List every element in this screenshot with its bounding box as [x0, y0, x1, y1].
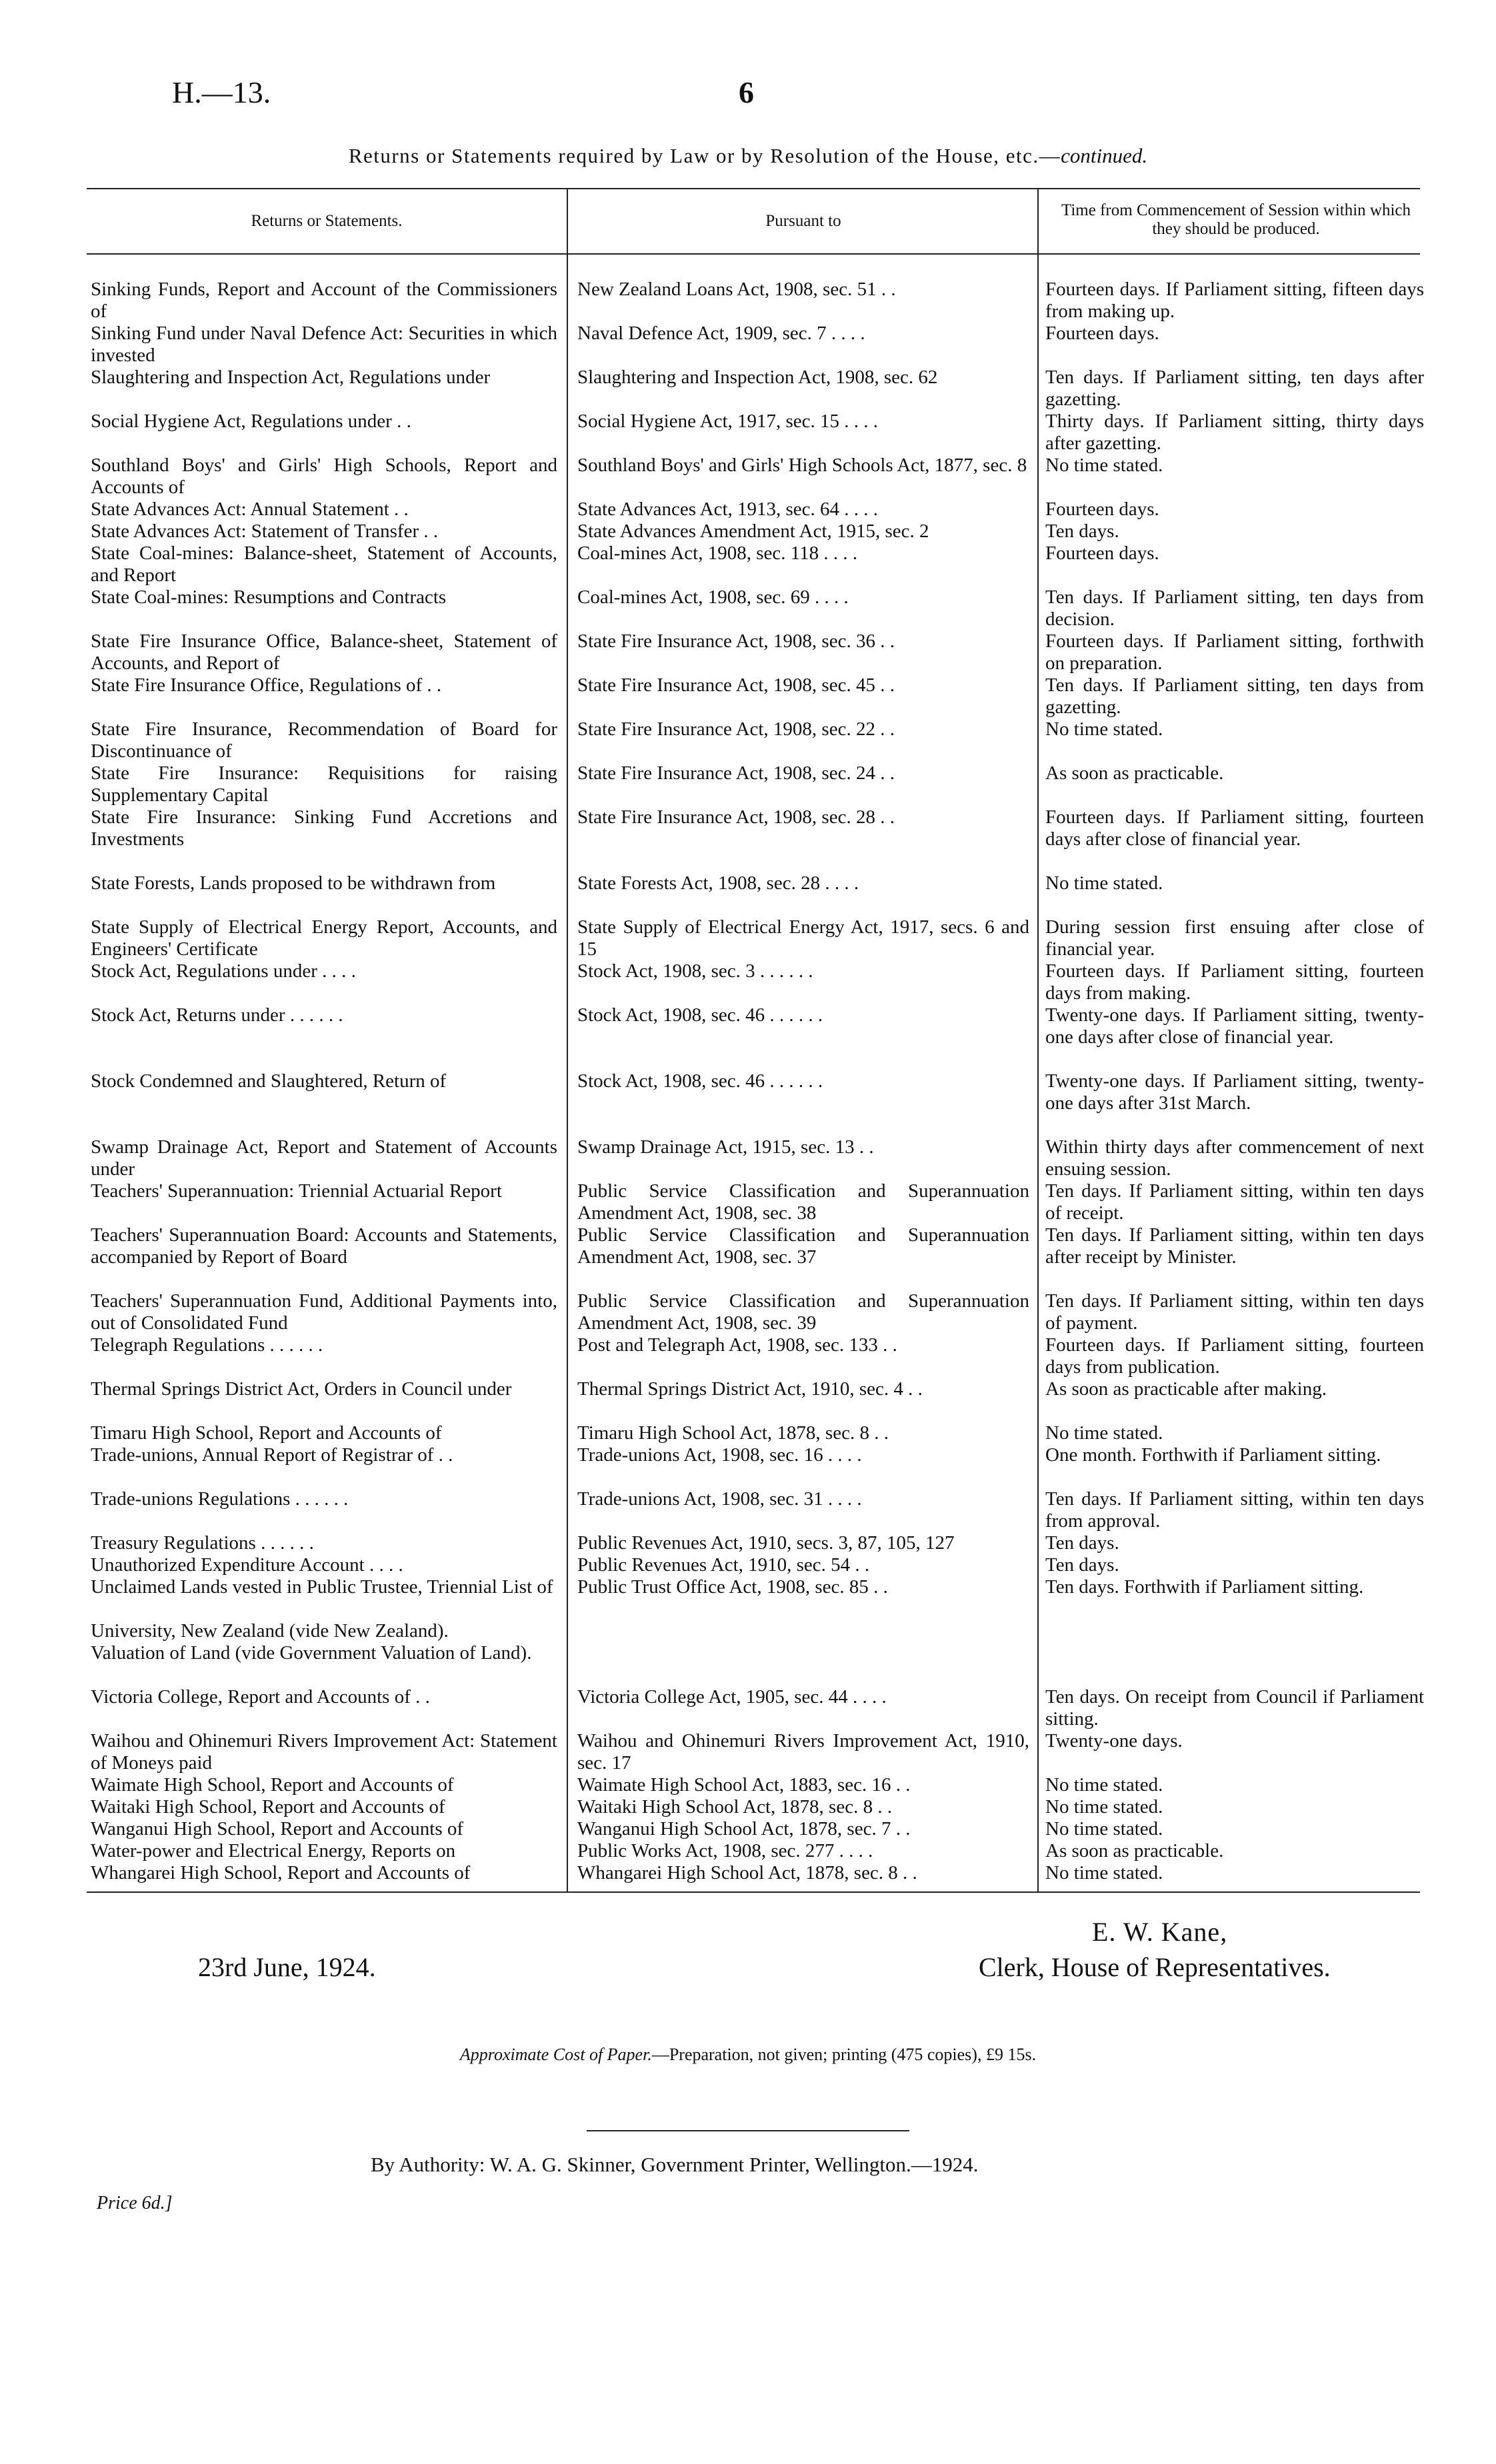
time-cell: Ten days. If Parliament sitting, ten days from decision. — [1045, 587, 1424, 630]
time-cell: Twenty-one days. If Parliament sitting, twenty-one days after close of financial year. — [1045, 1004, 1424, 1048]
statement-cell: Stock Condemned and Slaughtered, Return of — [91, 1070, 447, 1092]
time-cell: During session first ensuing after close of financial year. — [1045, 916, 1424, 960]
time-cell: Ten days. If Parliament sitting, within ten days after receipt by Minister. — [1045, 1224, 1424, 1268]
authority-rule — [587, 2130, 909, 2131]
statement-cell: Water-power and Electrical Energy, Reports on — [91, 1840, 456, 1861]
time-cell: No time stated. — [1045, 455, 1163, 476]
statement-cell: State Coal-mines: Resumptions and Contracts — [91, 587, 447, 608]
statement-cell: State Advances Act: Statement of Transfer . . — [91, 521, 439, 542]
statement-cell: University, New Zealand (vide New Zealand). — [91, 1620, 449, 1642]
pursuant-cell: Stock Act, 1908, sec. 46 . . . . . . — [577, 1004, 823, 1026]
time-cell: Thirty days. If Parliament sitting, thirty days after gazetting. — [1045, 411, 1424, 454]
statement-cell: Teachers' Superannuation: Triennial Actuarial Report — [91, 1180, 502, 1202]
statement-cell: Wanganui High School, Report and Accounts of — [91, 1818, 464, 1840]
statement-cell: State Fire Insurance: Sinking Fund Accretions and Investments — [91, 806, 557, 850]
statement-cell: Timaru High School, Report and Accounts of — [91, 1422, 442, 1444]
pursuant-cell: Whangarei High School Act, 1878, sec. 8 . . — [577, 1862, 917, 1883]
pursuant-cell: Coal-mines Act, 1908, sec. 118 . . . . — [577, 543, 858, 564]
pursuant-cell: Waihou and Ohinemuri Rivers Improvement Act, 1910, sec. 17 — [577, 1730, 1029, 1774]
statement-cell: Trade-unions Regulations . . . . . . — [91, 1488, 349, 1510]
time-cell: Ten days. If Parliament sitting, within ten days of payment. — [1045, 1290, 1424, 1334]
running-title-continued: continued. — [1061, 144, 1148, 167]
statement-cell: Slaughtering and Inspection Act, Regulations under — [91, 367, 491, 388]
statement-cell: State Coal-mines: Balance-sheet, Statement of Accounts, and Report — [91, 543, 557, 586]
pursuant-cell: New Zealand Loans Act, 1908, sec. 51 . . — [577, 279, 896, 300]
time-cell: Fourteen days. — [1045, 543, 1159, 564]
time-cell: No time stated. — [1045, 1422, 1163, 1444]
time-cell: Fourteen days. If Parliament sitting, fourteen days after close of financial year. — [1045, 806, 1424, 850]
time-cell: No time stated. — [1045, 872, 1163, 894]
pursuant-cell: Naval Defence Act, 1909, sec. 7 . . . . — [577, 323, 865, 344]
statement-cell: Valuation of Land (vide Government Valuation of Land). — [91, 1642, 532, 1664]
time-cell: No time stated. — [1045, 1796, 1163, 1818]
pursuant-cell: Public Service Classification and Superannuation Amendment Act, 1908, sec. 38 — [577, 1180, 1029, 1224]
time-cell: Ten days. If Parliament sitting, within ten days of receipt. — [1045, 1180, 1424, 1224]
time-cell: No time stated. — [1045, 1818, 1163, 1840]
time-cell: Within thirty days after commencement of next ensuing session. — [1045, 1136, 1424, 1180]
printing-authority: By Authority: W. A. G. Skinner, Government Printer, Wellington.—1924. — [371, 2153, 979, 2176]
pursuant-cell: State Supply of Electrical Energy Act, 1917, secs. 6 and 15 — [577, 916, 1029, 960]
statement-cell: State Forests, Lands proposed to be withdrawn from — [91, 872, 496, 894]
time-cell: No time stated. — [1045, 1774, 1163, 1796]
table-top-rule — [87, 188, 1420, 189]
time-cell: As soon as practicable. — [1045, 762, 1224, 784]
pursuant-cell: Public Works Act, 1908, sec. 277 . . . . — [577, 1840, 873, 1861]
pursuant-cell: Waitaki High School Act, 1878, sec. 8 . . — [577, 1796, 893, 1818]
time-cell: Ten days. — [1045, 521, 1119, 542]
pursuant-cell: Public Trust Office Act, 1908, sec. 85 . . — [577, 1576, 888, 1598]
pursuant-cell: Post and Telegraph Act, 1908, sec. 133 . . — [577, 1334, 897, 1356]
pursuant-cell: Timaru High School Act, 1878, sec. 8 . . — [577, 1422, 889, 1444]
pursuant-cell: Stock Act, 1908, sec. 46 . . . . . . — [577, 1070, 823, 1092]
statement-cell: Thermal Springs District Act, Orders in Council under — [91, 1378, 512, 1400]
running-title — [0, 144, 1496, 168]
statement-cell: Stock Act, Regulations under . . . . — [91, 960, 356, 982]
pursuant-cell: Public Service Classification and Superannuation Amendment Act, 1908, sec. 37 — [577, 1224, 1029, 1268]
statement-cell: Telegraph Regulations . . . . . . — [91, 1334, 323, 1356]
signatory-name: E. W. Kane, — [1092, 1917, 1228, 1947]
pursuant-cell: Slaughtering and Inspection Act, 1908, sec. 62 — [577, 367, 938, 388]
statement-cell: State Fire Insurance Office, Balance-sheet, Statement of Accounts, and Report of — [91, 630, 557, 674]
cost-note — [0, 2045, 1496, 2065]
pursuant-cell: Public Revenues Act, 1910, secs. 3, 87, 105, 127 — [577, 1532, 955, 1554]
statement-cell: Social Hygiene Act, Regulations under . . — [91, 411, 411, 432]
pursuant-cell: Trade-unions Act, 1908, sec. 16 . . . . — [577, 1444, 862, 1466]
time-cell: Ten days. If Parliament sitting, within ten days from approval. — [1045, 1488, 1424, 1532]
signature-date: 23rd June, 1924. — [198, 1952, 376, 1982]
time-cell: Ten days. If Parliament sitting, ten days after gazetting. — [1045, 367, 1424, 410]
time-cell: Fourteen days. If Parliament sitting, forthwith on preparation. — [1045, 630, 1424, 674]
running-title-text: Returns or Statements required by Law or by Resolution of the House, etc.— — [348, 144, 1061, 167]
pursuant-cell: Stock Act, 1908, sec. 3 . . . . . . — [577, 960, 813, 982]
time-cell: One month. Forthwith if Parliament sitting. — [1045, 1444, 1381, 1466]
column-divider-1 — [567, 188, 568, 1891]
column-divider-2 — [1037, 188, 1039, 1891]
statement-cell: Southland Boys' and Girls' High Schools, Report and Accounts of — [91, 455, 557, 498]
statement-cell: Unauthorized Expenditure Account . . . . — [91, 1554, 403, 1576]
table-header-rule — [87, 253, 1420, 255]
pursuant-cell: Swamp Drainage Act, 1915, sec. 13 . . — [577, 1136, 874, 1158]
time-cell: No time stated. — [1045, 718, 1163, 740]
statement-cell: State Fire Insurance: Requisitions for raising Supplementary Capital — [91, 762, 557, 806]
statement-cell: Waitaki High School, Report and Accounts of — [91, 1796, 445, 1818]
price-note: Price 6d.] — [97, 2193, 173, 2213]
time-cell: Ten days. On receipt from Council if Parliament sitting. — [1045, 1686, 1424, 1730]
pursuant-cell: State Advances Amendment Act, 1915, sec. 2 — [577, 521, 929, 542]
statement-cell: Waihou and Ohinemuri Rivers Improvement Act: Statement of Moneys paid — [91, 1730, 557, 1774]
time-cell: Ten days. If Parliament sitting, ten days from gazetting. — [1045, 674, 1424, 718]
time-cell: No time stated. — [1045, 1862, 1163, 1883]
statement-cell: Treasury Regulations . . . . . . — [91, 1532, 314, 1554]
pursuant-cell: State Fire Insurance Act, 1908, sec. 45 . . — [577, 674, 895, 696]
pursuant-cell: Trade-unions Act, 1908, sec. 31 . . . . — [577, 1488, 862, 1510]
statement-cell: Teachers' Superannuation Fund, Additional Payments into, out of Consolidated Fund — [91, 1290, 557, 1334]
cost-label: Approximate Cost of Paper. — [459, 2045, 652, 2064]
time-cell: Twenty-one days. — [1045, 1730, 1183, 1752]
pursuant-cell: Victoria College Act, 1905, sec. 44 . . . . — [577, 1686, 887, 1708]
column-header-time: Time from Commencement of Session within which they should be produced. — [1061, 201, 1411, 238]
time-cell: Twenty-one days. If Parliament sitting, twenty-one days after 31st March. — [1045, 1070, 1424, 1114]
pursuant-cell: State Fire Insurance Act, 1908, sec. 22 . . — [577, 718, 895, 740]
time-cell: Fourteen days. If Parliament sitting, fifteen days from making up. — [1045, 279, 1424, 322]
pursuant-cell: Wanganui High School Act, 1878, sec. 7 . . — [577, 1818, 911, 1840]
pursuant-cell: State Fire Insurance Act, 1908, sec. 24 . . — [577, 762, 895, 784]
time-cell: Fourteen days. If Parliament sitting, fourteen days from making. — [1045, 960, 1424, 1004]
column-header-returns: Returns or Statements. — [251, 212, 403, 230]
time-cell: Ten days. Forthwith if Parliament sitting. — [1045, 1576, 1364, 1598]
statement-cell: State Supply of Electrical Energy Report, Accounts, and Engineers' Certificate — [91, 916, 557, 960]
cost-text: —Preparation, not given; printing (475 copies), £9 15s. — [651, 2045, 1037, 2064]
page-number: 6 — [739, 75, 754, 109]
column-header-pursuant: Pursuant to — [765, 212, 841, 230]
pursuant-cell: State Fire Insurance Act, 1908, sec. 36 . . — [577, 630, 895, 652]
statement-cell: Victoria College, Report and Accounts of . . — [91, 1686, 430, 1708]
statement-cell: Stock Act, Returns under . . . . . . — [91, 1004, 343, 1026]
statement-cell: State Fire Insurance, Recommendation of Board for Discontinuance of — [91, 718, 557, 762]
statement-cell: Teachers' Superannuation Board: Accounts and Statements, accompanied by Report of Board — [91, 1224, 557, 1268]
time-cell: Ten days. — [1045, 1532, 1119, 1554]
pursuant-cell: State Advances Act, 1913, sec. 64 . . . . — [577, 499, 879, 520]
statement-cell: Waimate High School, Report and Accounts of — [91, 1774, 454, 1796]
time-cell: Fourteen days. — [1045, 323, 1159, 344]
pursuant-cell: State Fire Insurance Act, 1908, sec. 28 . . — [577, 806, 895, 828]
pursuant-cell: Public Service Classification and Superannuation Amendment Act, 1908, sec. 39 — [577, 1290, 1029, 1334]
statement-cell: Whangarei High School, Report and Accounts of — [91, 1862, 471, 1883]
statement-cell: State Advances Act: Annual Statement . . — [91, 499, 409, 520]
signatory-title: Clerk, House of Representatives. — [979, 1952, 1331, 1982]
pursuant-cell: Waimate High School Act, 1883, sec. 16 . . — [577, 1774, 911, 1796]
pursuant-cell: Thermal Springs District Act, 1910, sec. 4 . . — [577, 1378, 923, 1400]
time-cell: Fourteen days. — [1045, 499, 1159, 520]
pursuant-cell: Social Hygiene Act, 1917, sec. 15 . . . . — [577, 411, 879, 432]
pursuant-cell: Southland Boys' and Girls' High Schools Act, 1877, sec. 8 — [577, 455, 1027, 476]
statement-cell: Sinking Funds, Report and Account of the Commissioners of — [91, 279, 557, 322]
time-cell: As soon as practicable after making. — [1045, 1378, 1327, 1400]
time-cell: Fourteen days. If Parliament sitting, fourteen days from publication. — [1045, 1334, 1424, 1378]
document-reference: H.—13. — [172, 75, 271, 109]
statement-cell: Sinking Fund under Naval Defence Act: Securities in which invested — [91, 323, 557, 366]
statement-cell: Swamp Drainage Act, Report and Statement of Accounts under — [91, 1136, 557, 1180]
statement-cell: Trade-unions, Annual Report of Registrar of . . — [91, 1444, 453, 1466]
statement-cell: State Fire Insurance Office, Regulations of . . — [91, 674, 442, 696]
pursuant-cell: State Forests Act, 1908, sec. 28 . . . . — [577, 872, 859, 894]
pursuant-cell: Public Revenues Act, 1910, sec. 54 . . — [577, 1554, 870, 1576]
time-cell: As soon as practicable. — [1045, 1840, 1224, 1861]
statement-cell: Unclaimed Lands vested in Public Trustee, Triennial List of — [91, 1576, 553, 1598]
table-bottom-rule — [87, 1891, 1420, 1893]
pursuant-cell: Coal-mines Act, 1908, sec. 69 . . . . — [577, 587, 849, 608]
time-cell: Ten days. — [1045, 1554, 1119, 1576]
